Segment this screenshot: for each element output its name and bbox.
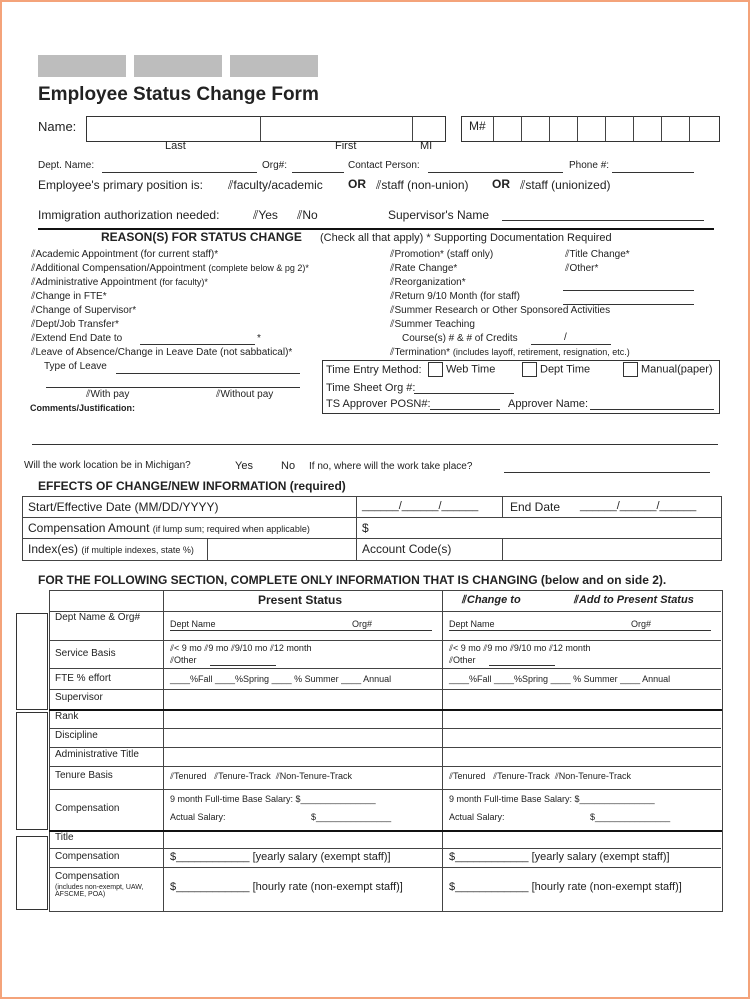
following-heading: FOR THE FOLLOWING SECTION, COMPLETE ONLY INFORMATION THAT IS CHANGING (below and on side 2).	[38, 573, 667, 587]
row-tenure-basis: Tenure Basis	[55, 770, 113, 781]
org-field[interactable]	[292, 172, 344, 173]
header-logo-block-2	[134, 55, 222, 77]
course-credits-field[interactable]	[531, 344, 611, 345]
extend-date-field[interactable]	[140, 344, 255, 345]
side-box-3	[16, 836, 48, 910]
present-org-label: Org#	[352, 619, 373, 629]
add-to-present-header[interactable]: ⫽Add to Present Status	[574, 594, 694, 606]
change-base-salary[interactable]: 9 month Full-time Base Salary: $_______________	[449, 794, 655, 804]
ts-approver-posn-label: TS Approver POSN#:	[326, 398, 431, 410]
row-compensation-3: Compensation	[55, 871, 120, 882]
row-discipline: Discipline	[55, 730, 98, 741]
present-dept-name-label: Dept Name	[170, 619, 216, 629]
reasons-heading: REASON(S) FOR STATUS CHANGE	[101, 230, 302, 244]
check-icon: ⫽	[376, 178, 382, 192]
reason-title-change[interactable]: ⫽Title Change*	[565, 249, 630, 260]
present-yearly[interactable]: $____________ [yearly salary (exempt staff)]	[170, 851, 391, 863]
position-label: Employee's primary position is:	[38, 178, 204, 192]
time-sheet-org-field[interactable]	[414, 393, 514, 394]
reason-other[interactable]: ⫽Other*	[565, 263, 599, 274]
change-service-options[interactable]: ⫽< 9 mo ⫽9 mo ⫽9/10 mo ⫽12 month	[449, 643, 591, 653]
reasons-subheading: (Check all that apply) * Supporting Documentation Required	[320, 232, 612, 244]
ts-approver-posn-field[interactable]	[430, 409, 500, 410]
reason-rate-change[interactable]: ⫽Rate Change*	[390, 263, 458, 274]
change-actual-salary-label: Actual Salary:	[449, 812, 505, 822]
index-label: Index(es) (if multiple indexes, state %)	[28, 542, 194, 556]
immigration-label: Immigration authorization needed:	[38, 208, 220, 222]
contact-field[interactable]	[428, 172, 563, 173]
row-dept-name: Dept Name & Org#	[55, 612, 141, 623]
with-pay-option[interactable]: ⫽With pay	[86, 389, 130, 400]
web-time-option[interactable]: Web Time	[428, 362, 495, 377]
michigan-yes[interactable]: Yes	[235, 460, 253, 472]
reason-academic[interactable]: ⫽Academic Appointment (for current staff)*	[31, 249, 219, 260]
name-field[interactable]	[86, 116, 446, 142]
manual-option[interactable]: Manual(paper)	[623, 362, 713, 377]
compensation-note: (includes non-exempt, UAW, AFSCME, POA)	[55, 884, 144, 898]
reason-termination[interactable]: ⫽Termination* (includes layoff, retirement, resignation, etc.)	[390, 347, 630, 358]
approver-name-label: Approver Name:	[508, 398, 589, 410]
dept-name-field[interactable]	[102, 172, 257, 173]
row-compensation: Compensation	[55, 803, 120, 814]
supervisor-label: Supervisor's Name	[388, 208, 489, 222]
status-table	[49, 590, 723, 912]
start-date-label: Start/Effective Date (MM/DD/YYYY)	[28, 500, 219, 514]
change-service-other-field[interactable]	[489, 665, 555, 666]
change-fte[interactable]: ____%Fall ____%Spring ____ % Summer ____ Annual	[449, 674, 671, 684]
type-of-leave-field[interactable]	[116, 373, 300, 374]
change-actual-salary-field[interactable]: $_______________	[590, 812, 671, 822]
row-admin-title: Administrative Title	[55, 749, 139, 760]
row-compensation-2: Compensation	[55, 851, 120, 862]
dept-name-label: Dept. Name:	[38, 160, 95, 171]
reason-admin-appointment[interactable]: ⫽Administrative Appointment (for faculty)*	[31, 277, 208, 288]
reason-summer-teaching[interactable]: ⫽Summer Teaching	[390, 319, 475, 330]
reason-dept-transfer[interactable]: ⫽Dept/Job Transfer*	[31, 319, 119, 330]
header-logo-block-1	[38, 55, 126, 77]
account-code-field[interactable]	[503, 539, 719, 559]
michigan-where-label: If no, where will the work take place?	[309, 461, 473, 472]
end-date-field[interactable]: ______/______/______	[580, 500, 697, 512]
present-hourly[interactable]: $____________ [hourly rate (non-exempt staff)]	[170, 881, 403, 893]
change-dept-field[interactable]	[449, 630, 711, 631]
reason-return-9-10[interactable]: ⫽Return 9/10 Month (for staff)	[390, 291, 520, 302]
reason-additional-comp[interactable]: ⫽Additional Compensation/Appointment (complete below & pg 2)*	[31, 263, 309, 274]
check-icon: ⫽	[228, 178, 234, 192]
mi-label: MI	[420, 140, 433, 152]
start-date-field[interactable]: ______/______/______	[362, 500, 479, 512]
row-service-basis: Service Basis	[55, 648, 116, 659]
check-icon: ⫽	[253, 208, 259, 222]
check-icon: ⫽	[297, 208, 303, 222]
reason-extend-end-date[interactable]: ⫽Extend End Date to	[31, 333, 123, 344]
michigan-where-field[interactable]	[504, 472, 710, 473]
comments-label: Comments/Justification:	[30, 403, 136, 413]
m-number-label: M#	[469, 119, 486, 133]
side-box-1	[16, 613, 48, 710]
row-fte: FTE % effort	[55, 673, 111, 684]
present-actual-salary-field[interactable]: $_______________	[311, 812, 392, 822]
reason-reorganization[interactable]: ⫽Reorganization*	[390, 277, 466, 288]
change-to-header[interactable]: ⫽Change to	[462, 594, 521, 606]
reason-change-fte[interactable]: ⫽Change in FTE*	[31, 291, 107, 302]
type-of-leave-field-2[interactable]	[46, 387, 300, 388]
staff-non-union-option[interactable]: ⫽staff (non-union)	[376, 178, 469, 192]
present-dept-field[interactable]	[170, 630, 432, 631]
change-org-label: Org#	[631, 619, 652, 629]
name-label: Name:	[38, 119, 77, 134]
change-tenure-options[interactable]: ⫽Tenured ⫽Tenure-Track ⫽Non-Tenure-Track	[449, 771, 631, 781]
course-slash: /	[564, 332, 567, 343]
faculty-option[interactable]: ⫽faculty/academic	[228, 178, 323, 192]
phone-label: Phone #:	[569, 160, 610, 171]
immigration-yes[interactable]: ⫽Yes	[253, 208, 278, 222]
present-status-header: Present Status	[258, 593, 343, 607]
approver-name-field[interactable]	[590, 409, 714, 410]
first-label: First	[335, 140, 357, 152]
change-service-other[interactable]: ⫽Other	[449, 655, 476, 665]
comp-amount-field[interactable]: $	[362, 521, 369, 535]
present-fte[interactable]: ____%Fall ____%Spring ____ % Summer ____ Annual	[170, 674, 392, 684]
michigan-question: Will the work location be in Michigan?	[24, 460, 191, 471]
present-actual-salary-label: Actual Salary:	[170, 812, 226, 822]
contact-label: Contact Person:	[348, 160, 420, 171]
last-label: Last	[165, 140, 186, 152]
account-code-label: Account Code(s)	[362, 542, 452, 556]
change-hourly[interactable]: $____________ [hourly rate (non-exempt staff)]	[449, 881, 682, 893]
dept-time-option[interactable]: Dept Time	[522, 362, 590, 377]
m-number-field[interactable]	[461, 116, 720, 142]
reason-leave-of-absence[interactable]: ⫽Leave of Absence/Change in Leave Date (not sabbatical)*	[31, 347, 293, 358]
row-rank: Rank	[55, 711, 79, 722]
extend-star: *	[257, 333, 261, 344]
without-pay-option[interactable]: ⫽Without pay	[216, 389, 274, 400]
present-service-other-field[interactable]	[210, 665, 276, 666]
reason-summer-research[interactable]: ⫽Summer Research or Other Sponsored Activities	[390, 305, 611, 316]
comp-amount-label: Compensation Amount (if lump sum; required when applicable)	[28, 521, 310, 535]
comments-field[interactable]	[32, 444, 718, 445]
org-label: Org#:	[262, 160, 288, 171]
present-base-salary[interactable]: 9 month Full-time Base Salary: $_______________	[170, 794, 376, 804]
row-supervisor: Supervisor	[55, 692, 103, 703]
other-field-2[interactable]	[563, 304, 694, 305]
course-credits-label: Course(s) # & # of Credits	[402, 333, 518, 344]
reason-change-supervisor[interactable]: ⫽Change of Supervisor*	[31, 305, 137, 316]
effects-heading: EFFECTS OF CHANGE/NEW INFORMATION (required)	[38, 479, 346, 493]
reason-promotion[interactable]: ⫽Promotion* (staff only)	[390, 249, 494, 260]
supervisor-field[interactable]	[502, 220, 704, 221]
michigan-no[interactable]: No	[281, 460, 296, 472]
other-field[interactable]	[563, 290, 694, 291]
immigration-no[interactable]: ⫽No	[297, 208, 318, 222]
present-tenure-options[interactable]: ⫽Tenured ⫽Tenure-Track ⫽Non-Tenure-Track	[170, 771, 352, 781]
index-field[interactable]	[208, 539, 355, 559]
type-of-leave-label: Type of Leave	[44, 361, 107, 372]
present-service-options[interactable]: ⫽< 9 mo ⫽9 mo ⫽9/10 mo ⫽12 month	[170, 643, 312, 653]
check-icon: ⫽	[520, 178, 526, 192]
header-logo-block-3	[230, 55, 318, 77]
change-dept-name-label: Dept Name	[449, 619, 495, 629]
phone-field[interactable]	[612, 172, 694, 173]
form-title: Employee Status Change Form	[38, 84, 319, 105]
time-sheet-org-label: Time Sheet Org #:	[326, 382, 416, 394]
or-label: OR	[348, 177, 366, 191]
or-label: OR	[492, 177, 510, 191]
time-entry-label: Time Entry Method:	[326, 364, 422, 376]
change-yearly[interactable]: $____________ [yearly salary (exempt staff)]	[449, 851, 670, 863]
end-date-label: End Date	[510, 500, 561, 514]
row-title: Title	[55, 832, 74, 843]
side-box-2	[16, 712, 48, 830]
present-service-other[interactable]: ⫽Other	[170, 655, 197, 665]
staff-union-option[interactable]: ⫽staff (unionized)	[520, 178, 611, 192]
